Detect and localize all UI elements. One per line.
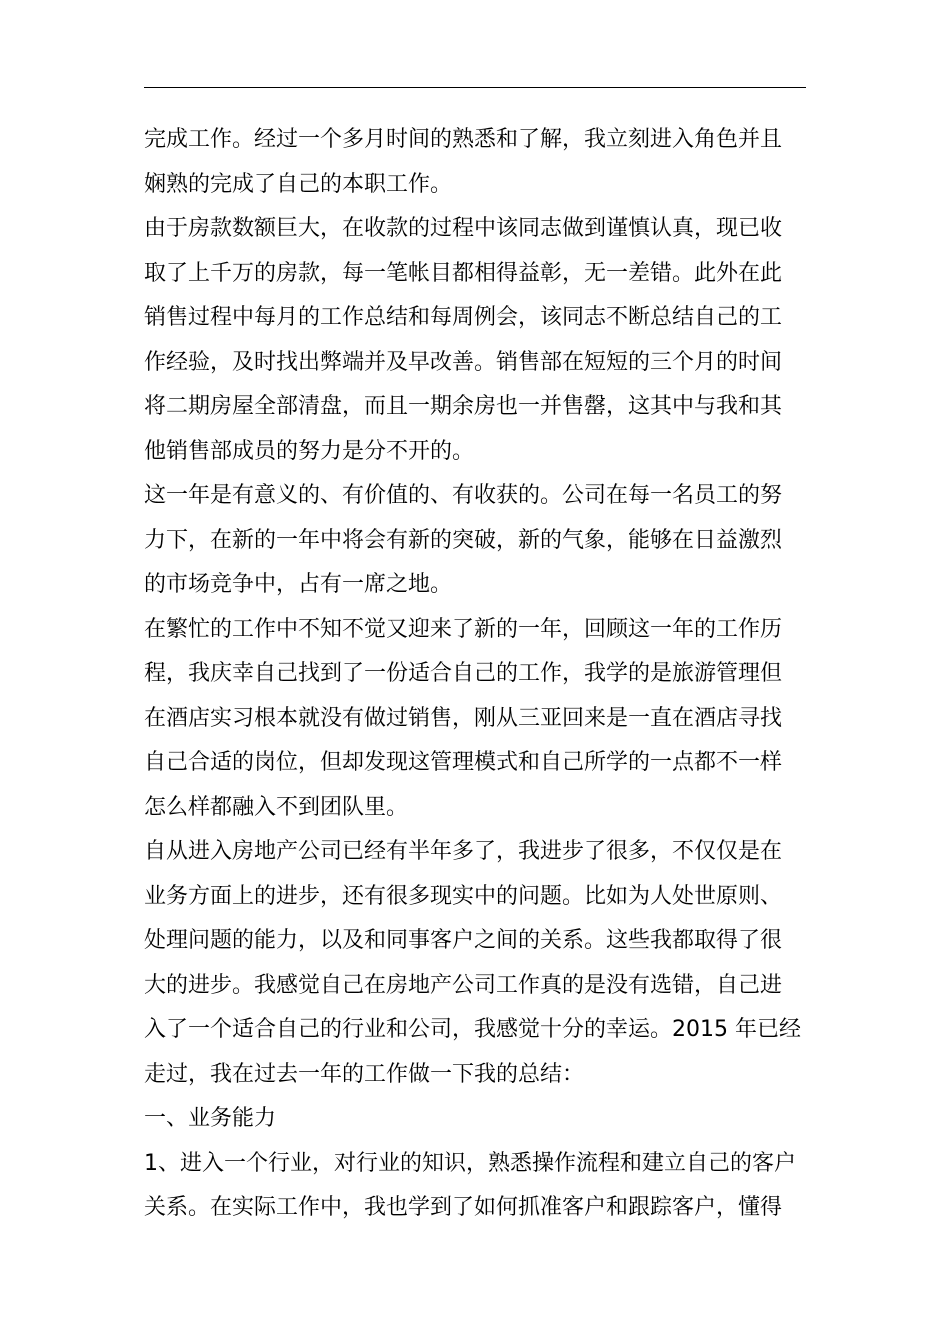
text-line: 业务方面上的进步，还有很多现实中的问题。比如为人处世原则、 <box>144 883 783 909</box>
text-line: 力下，在新的一年中将会有新的突破，新的气象，能够在日益激烈 <box>144 527 783 553</box>
paragraph <box>144 118 808 207</box>
text-line: 将二期房屋全部清盘，而且一期余房也一并售罄，这其中与我和其 <box>144 394 783 419</box>
document-body <box>144 118 808 1231</box>
text-line: 这一年是有意义的、有价值的、有收获的。公司在每一名员工的努 <box>144 483 783 508</box>
text-line: 怎么样都融入不到团队里。 <box>144 794 409 820</box>
text-line: 大的进步。我感觉自己在房地产公司工作真的是没有选错，自己进 <box>144 972 783 998</box>
section-heading <box>144 1097 808 1142</box>
paragraph <box>144 474 808 608</box>
text-line: 处理问题的能力，以及和同事客户之间的关系。这些我都取得了很 <box>144 928 783 953</box>
text-line: 娴熟的完成了自己的本职工作。 <box>144 171 453 197</box>
text-line: 由于房款数额巨大，在收款的过程中该同志做到谨慎认真，现已收 <box>144 216 783 241</box>
text-line: 自己合适的岗位，但却发现这管理模式和自己所学的一点都不一样 <box>144 750 783 775</box>
text-line: 取了上千万的房款，每一笔帐目都相得益彰，无一差错。此外在此 <box>144 260 783 286</box>
text-line: 在酒店实习根本就没有做过销售，刚从三亚回来是一直在酒店寻找 <box>144 705 783 731</box>
text-line: 自从进入房地产公司已经有半年多了，我进步了很多，不仅仅是在 <box>144 839 783 864</box>
text-line: 程，我庆幸自己找到了一份适合自己的工作，我学的是旅游管理但 <box>144 661 783 686</box>
text-line: 关系。在实际工作中，我也学到了如何抓准客户和跟踪客户，懂得 <box>144 1195 783 1220</box>
text-line: 作经验，及时找出弊端并及早改善。销售部在短短的三个月的时间 <box>144 349 783 375</box>
text-line: 的市场竞争中，占有一席之地。 <box>144 572 453 597</box>
paragraph <box>144 1142 808 1231</box>
text-line: 1、进入一个行业，对行业的知识，熟悉操作流程和建立自己的客户 <box>144 1150 796 1176</box>
text-line: 入了一个适合自己的行业和公司，我感觉十分的幸运。2015 年已经 <box>144 1017 801 1042</box>
text-line: 销售过程中每月的工作总结和每周例会，该同志不断总结自己的工 <box>144 305 783 330</box>
text-line: 完成工作。经过一个多月时间的熟悉和了解，我立刻进入角色并且 <box>144 127 783 152</box>
header-rule <box>144 87 806 88</box>
text-line: 走过，我在过去一年的工作做一下我的总结： <box>144 1061 585 1087</box>
paragraph <box>144 830 808 1097</box>
text-line: 在繁忙的工作中不知不觉又迎来了新的一年，回顾这一年的工作历 <box>144 616 783 642</box>
paragraph <box>144 608 808 831</box>
text-line: 一、业务能力 <box>144 1106 277 1131</box>
text-line: 他销售部成员的努力是分不开的。 <box>144 438 475 464</box>
paragraph <box>144 207 808 474</box>
